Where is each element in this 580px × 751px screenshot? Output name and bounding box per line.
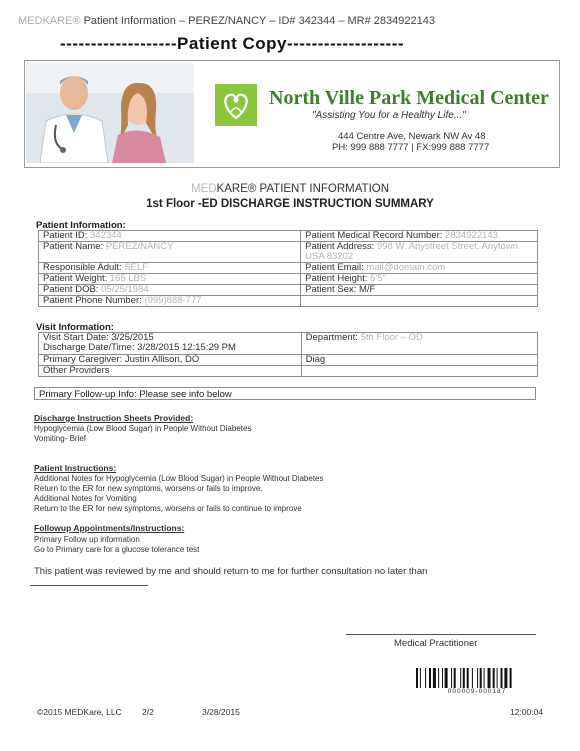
footer-time: 12:00:04 xyxy=(510,707,544,717)
responsible-adult-cell: Responsible Adult: SELF xyxy=(39,263,301,274)
barcode-bar xyxy=(438,668,439,690)
medical-center-slogan: "Assisting You for a Healthy Life..." xyxy=(312,110,466,121)
discharge-sheets-list xyxy=(34,424,251,444)
title-line-1: KARE® PATIENT INFORMATION xyxy=(216,183,390,195)
footer-date: 3/28/2015 xyxy=(202,707,240,717)
patient-address-cell: Patient Address: 998 W. Anystreet Street, Anytown xyxy=(301,242,538,253)
table-row xyxy=(39,285,538,296)
patient-phone-cell: Patient Phone Number: (999)888-777 xyxy=(39,296,301,307)
barcode-bar xyxy=(497,668,498,690)
patient-instructions-heading: Patient Instructions: xyxy=(34,463,117,473)
patient-instructions-list xyxy=(34,474,323,514)
diag-cell: Diag xyxy=(301,355,537,366)
list-item: Additional Notes for Vomiting xyxy=(34,494,137,503)
barcode-bar xyxy=(484,668,485,690)
table-row xyxy=(39,355,538,366)
patient-sex-cell: Patient Sex: M/F xyxy=(301,285,538,296)
barcode-bar xyxy=(493,668,495,690)
department-cell: Department: 5th Floor – OD xyxy=(301,333,537,355)
footer-page-number: 2/2 xyxy=(142,707,154,717)
barcode-bar xyxy=(416,668,418,690)
barcode-bar xyxy=(454,668,456,690)
visit-info-table xyxy=(38,332,538,377)
document-title xyxy=(0,183,580,195)
patient-email-cell: Patient Email: mail@domain.com xyxy=(301,263,538,274)
barcode-bar xyxy=(442,668,443,690)
patient-address-line2-cell: USA 83202 xyxy=(301,252,538,263)
patient-weight-cell: Patient Weight: 165 LBS xyxy=(39,274,301,285)
barcode-bar xyxy=(472,668,473,690)
barcode-bar xyxy=(463,668,465,690)
table-row xyxy=(39,366,538,377)
empty-cell xyxy=(301,296,538,307)
list-item: Go to Primary care for a glucose tolerance test xyxy=(34,545,200,554)
patient-copy-banner: -------------------Patient Copy------------------- xyxy=(60,34,405,53)
heart-logo-icon xyxy=(215,84,257,126)
table-row xyxy=(39,296,538,307)
barcode-bar xyxy=(501,668,503,690)
practitioner-label: Medical Practitioner xyxy=(394,638,478,649)
table-row xyxy=(39,263,538,274)
barcode-bar xyxy=(425,668,426,690)
barcode-bar xyxy=(460,668,461,690)
table-row xyxy=(39,231,538,242)
barcode-bar xyxy=(477,668,478,690)
list-item: Return to the ER for new symptoms, worsens or fails to improve. xyxy=(34,484,263,493)
primary-caregiver-cell: Primary Caregiver: Justin Allison, DO xyxy=(39,355,302,366)
document-header-line xyxy=(18,15,435,27)
barcode-number: 000009-000187 xyxy=(415,688,539,695)
empty-cell xyxy=(301,366,537,377)
medical-center-name: North Ville Park Medical Center xyxy=(269,87,549,109)
barcode-bar xyxy=(451,668,452,690)
medical-center-phone: PH: 999 888 7777 | FX:999 888 7777 xyxy=(332,142,490,153)
patient-info-table xyxy=(38,230,538,307)
barcode-bar xyxy=(433,668,436,690)
practitioner-signature-line xyxy=(346,634,536,635)
other-providers-cell: Other Providers xyxy=(39,366,302,377)
patient-info-heading: Patient Information: xyxy=(36,220,126,231)
list-item: Primary Follow up information xyxy=(34,535,140,544)
barcode-bar xyxy=(504,668,507,690)
visit-info-heading: Visit Information: xyxy=(36,322,114,333)
barcode-bar xyxy=(467,668,469,690)
list-item: Additional Notes for Hypoglycemia (Low Blood Sugar) in People Without Diabetes xyxy=(34,474,324,483)
footer-copyright: ©2015 MEDKare, LLC xyxy=(37,707,122,717)
list-item: Vomiting- Brief xyxy=(34,434,87,443)
signature-line xyxy=(30,585,148,586)
medical-center-address: 444 Centre Ave, Newark NW Av 48 xyxy=(338,131,486,142)
patient-name-cell: Patient Name: PEREZ/NANCY xyxy=(39,242,301,263)
list-item: Return to the ER for new symptoms, worsens or fails to continue to improve xyxy=(34,504,302,513)
medical-record-cell: Patient Medical Record Number: 2834922143 xyxy=(301,231,538,242)
patient-height-cell: Patient Height: 5'5" xyxy=(301,274,538,285)
barcode-bar xyxy=(480,668,482,690)
barcode-bar xyxy=(445,668,448,690)
document-subtitle: 1st Floor -ED DISCHARGE INSTRUCTION SUMMARY xyxy=(146,198,434,210)
table-row xyxy=(39,242,538,253)
reviewed-statement: This patient was reviewed by me and should return to me for further consultation no later than xyxy=(34,566,428,577)
discharge-sheets-heading: Discharge Instruction Sheets Provided: xyxy=(34,413,194,423)
list-item: Hypoglycemia (Low Blood Sugar) in People Without Diabetes xyxy=(34,424,252,433)
table-row xyxy=(39,274,538,285)
followup-appointments-heading: Followup Appointments/Instructions: xyxy=(34,523,185,533)
brand-name: MEDKARE® xyxy=(18,15,81,27)
patient-dob-cell: Patient DOB: 05/25/1984 xyxy=(39,285,301,296)
table-row xyxy=(39,333,538,355)
barcode-bar xyxy=(420,668,421,690)
primary-followup-box: Primary Follow-up Info: Please see info below xyxy=(34,387,536,400)
patient-id-cell: Patient ID: 342344 xyxy=(39,231,301,242)
title-brand-faint: MED xyxy=(190,183,217,195)
followup-appointments-list xyxy=(34,535,199,555)
visit-dates-cell: Visit Start Date: 3/25/2015 Discharge Date/Time: 3/28/2015 12:15:29 PM xyxy=(39,333,302,355)
barcode-bar xyxy=(429,668,431,690)
doctor-and-child-photo xyxy=(26,63,194,163)
barcode-bar xyxy=(488,668,491,690)
barcode-bar xyxy=(510,668,512,690)
header-patient-line: Patient Information – PEREZ/NANCY – ID# 342344 – MR# 2834922143 xyxy=(80,15,435,27)
